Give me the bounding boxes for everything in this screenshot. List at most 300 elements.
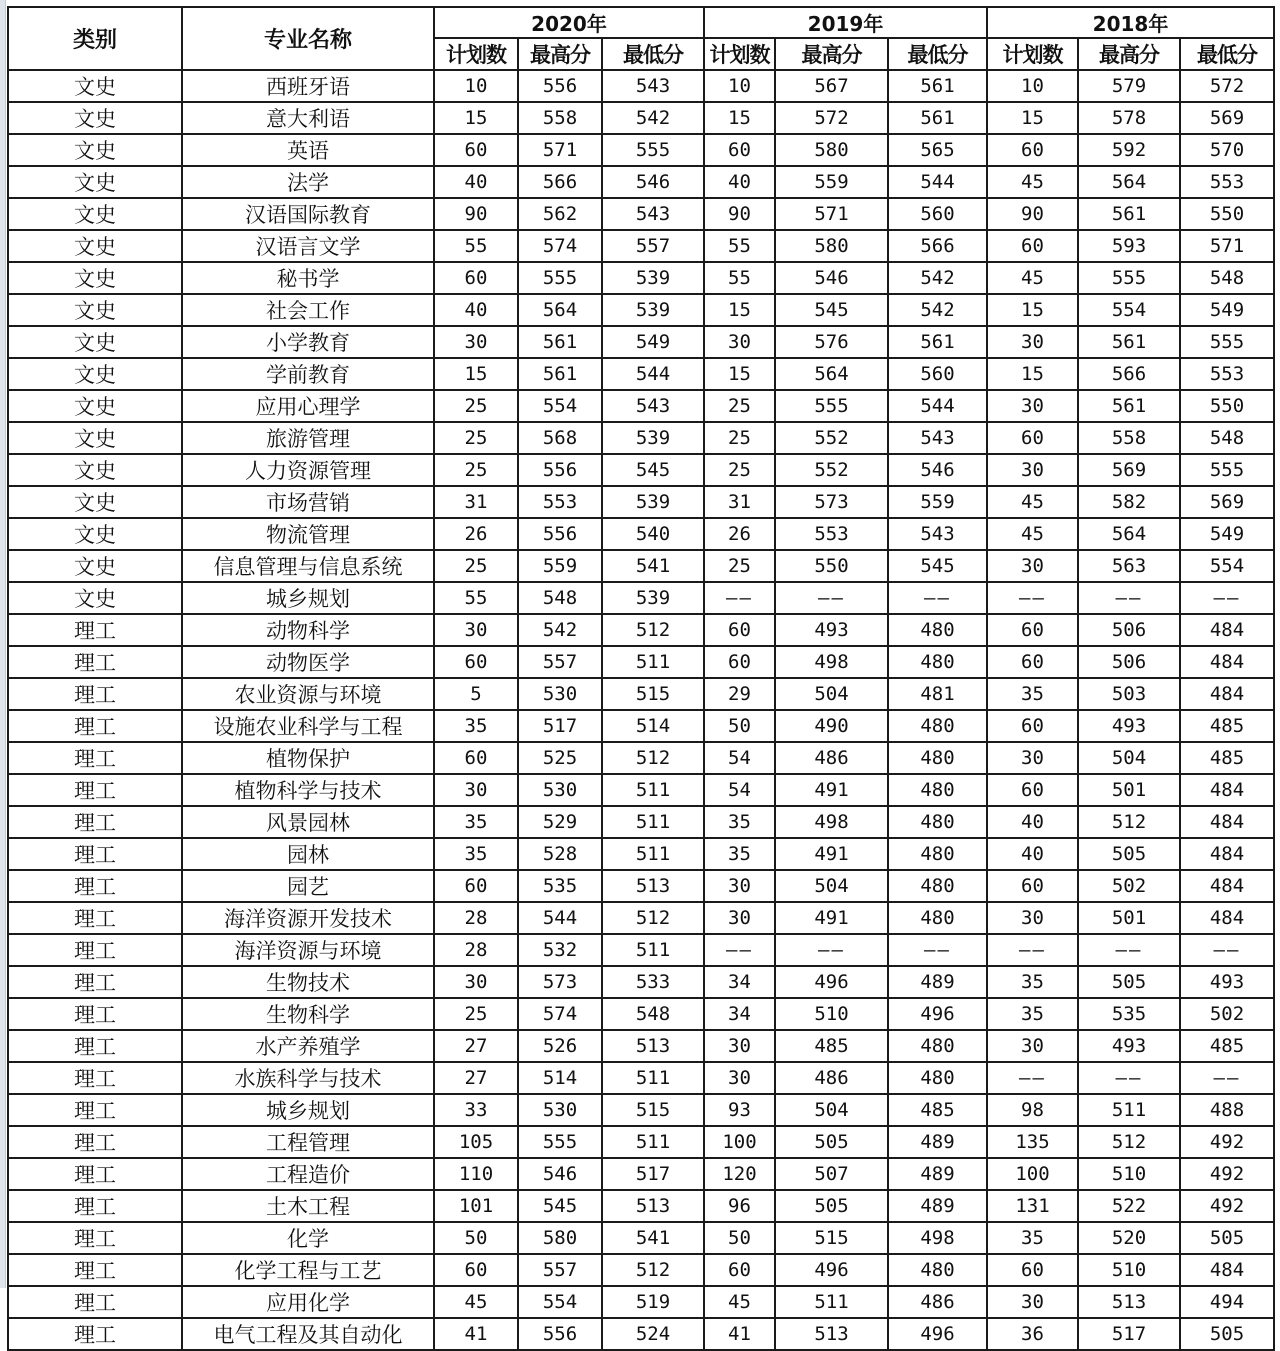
cell-2019-min-score: 544 [888,166,987,198]
cell-major: 小学教育 [182,326,434,358]
header-max-score: 最高分 [1078,38,1180,70]
cell-2020-max-score: 525 [518,742,602,774]
cell-2019-max-score: 486 [775,742,888,774]
cell-2020-plan-count: 27 [434,1030,518,1062]
cell-2018-min-score: 572 [1180,70,1274,102]
cell-2020-max-score: 557 [518,646,602,678]
cell-2019-min-score: 566 [888,230,987,262]
table-row [8,102,1274,134]
cell-2018-max-score: 501 [1078,774,1180,806]
cell-category: 理工 [8,1158,182,1190]
table-row [8,1190,1274,1222]
cell-2018-plan-count: 60 [987,614,1078,646]
cell-2019-max-score: 511 [775,1286,888,1318]
cell-2019-min-score: 543 [888,518,987,550]
cell-2019-min-score: 485 [888,1094,987,1126]
cell-2018-max-score: 554 [1078,294,1180,326]
cell-2020-max-score: 566 [518,166,602,198]
cell-2019-plan-count: 34 [704,966,775,998]
table-row [8,166,1274,198]
cell-2019-plan-count: 60 [704,134,775,166]
cell-category: 理工 [8,1318,182,1350]
cell-2018-max-score: 512 [1078,806,1180,838]
cell-2018-min-score: 494 [1180,1286,1274,1318]
cell-2018-max-score: 512 [1078,1126,1180,1158]
cell-2019-plan-count: 60 [704,646,775,678]
cell-2019-min-score: 544 [888,390,987,422]
header-category: 类别 [8,7,182,70]
cell-2018-plan-count: 131 [987,1190,1078,1222]
cell-2018-plan-count: —— [987,934,1078,966]
cell-category: 理工 [8,806,182,838]
cell-major: 汉语言文学 [182,230,434,262]
cell-major: 生物科学 [182,998,434,1030]
cell-2018-plan-count: 30 [987,326,1078,358]
cell-2018-max-score: 563 [1078,550,1180,582]
cell-2018-plan-count: 35 [987,1222,1078,1254]
cell-2018-min-score: 553 [1180,358,1274,390]
table-row [8,838,1274,870]
cell-2019-plan-count: 41 [704,1318,775,1350]
cell-2019-min-score: 545 [888,550,987,582]
cell-2019-min-score: 480 [888,646,987,678]
cell-2018-max-score: 578 [1078,102,1180,134]
cell-2018-plan-count: 60 [987,646,1078,678]
cell-category: 理工 [8,934,182,966]
cell-major: 应用化学 [182,1286,434,1318]
cell-2018-max-score: 493 [1078,710,1180,742]
cell-2018-plan-count: 135 [987,1126,1078,1158]
table-row [8,1126,1274,1158]
cell-2020-max-score: 548 [518,582,602,614]
table-row [8,614,1274,646]
cell-2020-min-score: 519 [602,1286,704,1318]
table-row [8,806,1274,838]
cell-2019-plan-count: 45 [704,1286,775,1318]
cell-2020-max-score: 526 [518,1030,602,1062]
cell-2020-max-score: 561 [518,326,602,358]
cell-2019-plan-count: 30 [704,326,775,358]
cell-2020-plan-count: 30 [434,326,518,358]
cell-2019-max-score: 550 [775,550,888,582]
cell-2020-min-score: 549 [602,326,704,358]
cell-2020-plan-count: 40 [434,294,518,326]
cell-2018-min-score: 485 [1180,710,1274,742]
cell-2018-max-score: 503 [1078,678,1180,710]
cell-2020-min-score: 555 [602,134,704,166]
cell-2018-plan-count: 15 [987,358,1078,390]
cell-2018-min-score: 492 [1180,1158,1274,1190]
table-row [8,454,1274,486]
cell-2019-min-score: 480 [888,774,987,806]
cell-2020-min-score: 544 [602,358,704,390]
cell-2019-max-score: 504 [775,678,888,710]
cell-2019-plan-count: 30 [704,1030,775,1062]
cell-2019-max-score: 491 [775,838,888,870]
cell-2020-plan-count: 90 [434,198,518,230]
cell-major: 水产养殖学 [182,1030,434,1062]
cell-category: 理工 [8,774,182,806]
cell-2018-max-score: —— [1078,934,1180,966]
cell-2020-min-score: 513 [602,1190,704,1222]
cell-2019-max-score: 571 [775,198,888,230]
cell-2019-min-score: 542 [888,262,987,294]
cell-category: 文史 [8,550,182,582]
cell-2020-plan-count: 15 [434,102,518,134]
cell-2020-min-score: 539 [602,294,704,326]
cell-2020-max-score: 554 [518,390,602,422]
cell-2019-plan-count: 35 [704,806,775,838]
cell-category: 理工 [8,998,182,1030]
cell-2018-plan-count: 60 [987,710,1078,742]
cell-2018-plan-count: 60 [987,134,1078,166]
cell-2020-plan-count: 55 [434,230,518,262]
cell-category: 理工 [8,1254,182,1286]
cell-2018-min-score: —— [1180,582,1274,614]
cell-major: 动物科学 [182,614,434,646]
table-row [8,1094,1274,1126]
cell-2019-max-score: 505 [775,1190,888,1222]
cell-2019-plan-count: 15 [704,102,775,134]
cell-major: 旅游管理 [182,422,434,454]
cell-2019-plan-count: 26 [704,518,775,550]
cell-2020-plan-count: 30 [434,614,518,646]
cell-category: 文史 [8,582,182,614]
cell-2020-max-score: 580 [518,1222,602,1254]
cell-2019-max-score: —— [775,582,888,614]
cell-2018-max-score: 561 [1078,198,1180,230]
cell-2019-plan-count: 50 [704,710,775,742]
cell-2018-min-score: 550 [1180,390,1274,422]
table-row [8,1062,1274,1094]
cell-2020-plan-count: 30 [434,774,518,806]
cell-2020-plan-count: 35 [434,838,518,870]
table-row [8,902,1274,934]
cell-2020-max-score: 555 [518,1126,602,1158]
cell-2020-plan-count: 60 [434,742,518,774]
cell-category: 理工 [8,966,182,998]
cell-2019-plan-count: 55 [704,262,775,294]
cell-2019-min-score: 486 [888,1286,987,1318]
cell-2020-min-score: 512 [602,1254,704,1286]
cell-2019-max-score: 545 [775,294,888,326]
cell-category: 理工 [8,742,182,774]
cell-2019-plan-count: 60 [704,1254,775,1286]
table-row [8,486,1274,518]
cell-2019-plan-count: 54 [704,774,775,806]
cell-2019-max-score: 572 [775,102,888,134]
cell-2020-plan-count: 28 [434,934,518,966]
cell-2019-min-score: 496 [888,998,987,1030]
cell-category: 理工 [8,678,182,710]
cell-2019-max-score: —— [775,934,888,966]
cell-2020-max-score: 559 [518,550,602,582]
cell-major: 海洋资源与环境 [182,934,434,966]
cell-2019-min-score: 480 [888,742,987,774]
cell-2020-min-score: 542 [602,102,704,134]
cell-2018-plan-count: 45 [987,262,1078,294]
cell-2018-plan-count: 30 [987,550,1078,582]
cell-major: 化学工程与工艺 [182,1254,434,1286]
header-year-2018: 2018年 [987,7,1274,38]
cell-2020-plan-count: 28 [434,902,518,934]
cell-category: 文史 [8,454,182,486]
table-row [8,1318,1274,1350]
cell-2019-min-score: 561 [888,102,987,134]
table-row [8,294,1274,326]
cell-2018-max-score: 502 [1078,870,1180,902]
cell-2020-min-score: 539 [602,262,704,294]
cell-major: 生物技术 [182,966,434,998]
table-row [8,262,1274,294]
cell-2019-plan-count: 25 [704,550,775,582]
cell-2018-min-score: 550 [1180,198,1274,230]
cell-2020-min-score: 512 [602,902,704,934]
cell-category: 文史 [8,262,182,294]
cell-2018-plan-count: 36 [987,1318,1078,1350]
cell-2020-min-score: 511 [602,838,704,870]
cell-2019-max-score: 546 [775,262,888,294]
cell-2019-min-score: 480 [888,614,987,646]
cell-2020-plan-count: 50 [434,1222,518,1254]
header-major: 专业名称 [182,7,434,70]
cell-2019-max-score: 515 [775,1222,888,1254]
cell-2018-plan-count: 98 [987,1094,1078,1126]
cell-2020-min-score: 543 [602,198,704,230]
header-plan-count: 计划数 [987,38,1078,70]
cell-2018-min-score: 549 [1180,294,1274,326]
cell-major: 园林 [182,838,434,870]
cell-2018-max-score: 522 [1078,1190,1180,1222]
cell-2018-max-score: 517 [1078,1318,1180,1350]
cell-2018-max-score: 561 [1078,326,1180,358]
table-header [8,7,1274,70]
table-row [8,326,1274,358]
header-year-2020: 2020年 [434,7,704,38]
cell-2019-max-score: 496 [775,966,888,998]
cell-2020-min-score: 557 [602,230,704,262]
cell-2020-max-score: 542 [518,614,602,646]
table-row [8,646,1274,678]
cell-2020-min-score: 539 [602,422,704,454]
table-row [8,582,1274,614]
cell-2019-plan-count: 29 [704,678,775,710]
cell-2020-min-score: 541 [602,1222,704,1254]
cell-2019-plan-count: 93 [704,1094,775,1126]
cell-2019-min-score: 561 [888,326,987,358]
cell-2019-max-score: 559 [775,166,888,198]
table-row [8,230,1274,262]
cell-2020-min-score: 514 [602,710,704,742]
cell-2020-plan-count: 25 [434,390,518,422]
cell-2019-min-score: 480 [888,870,987,902]
cell-2019-plan-count: 54 [704,742,775,774]
cell-2020-max-score: 530 [518,774,602,806]
cell-2020-min-score: 511 [602,774,704,806]
table-row [8,774,1274,806]
cell-2019-plan-count: 34 [704,998,775,1030]
cell-category: 理工 [8,870,182,902]
cell-2018-plan-count: 10 [987,70,1078,102]
cell-2018-min-score: 571 [1180,230,1274,262]
cell-2020-max-score: 556 [518,518,602,550]
table-row [8,198,1274,230]
header-year-2019: 2019年 [704,7,987,38]
cell-category: 理工 [8,646,182,678]
table-row [8,870,1274,902]
cell-category: 理工 [8,1094,182,1126]
cell-2020-max-score: 517 [518,710,602,742]
cell-category: 文史 [8,166,182,198]
cell-2018-min-score: 570 [1180,134,1274,166]
cell-category: 文史 [8,70,182,102]
cell-major: 城乡规划 [182,582,434,614]
cell-2019-max-score: 504 [775,1094,888,1126]
header-plan-count: 计划数 [434,38,518,70]
cell-2018-max-score: 561 [1078,390,1180,422]
cell-2018-min-score: —— [1180,1062,1274,1094]
cell-category: 文史 [8,102,182,134]
cell-2020-max-score: 564 [518,294,602,326]
cell-category: 理工 [8,614,182,646]
cell-2019-min-score: 489 [888,966,987,998]
cell-2019-plan-count: 90 [704,198,775,230]
cell-2019-min-score: 498 [888,1222,987,1254]
cell-2018-min-score: 505 [1180,1318,1274,1350]
table-row [8,518,1274,550]
cell-2020-min-score: 517 [602,1158,704,1190]
cell-category: 理工 [8,1222,182,1254]
cell-major: 社会工作 [182,294,434,326]
cell-2020-plan-count: 25 [434,550,518,582]
cell-2018-plan-count: 30 [987,1030,1078,1062]
cell-2018-min-score: 569 [1180,486,1274,518]
cell-category: 文史 [8,358,182,390]
cell-2018-min-score: 488 [1180,1094,1274,1126]
cell-2020-max-score: 573 [518,966,602,998]
cell-2019-plan-count: 31 [704,486,775,518]
cell-2018-plan-count: 30 [987,454,1078,486]
cell-2018-max-score: 579 [1078,70,1180,102]
cell-2019-plan-count: 55 [704,230,775,262]
cell-2018-plan-count: 60 [987,422,1078,454]
cell-2020-plan-count: 25 [434,422,518,454]
cell-category: 理工 [8,1126,182,1158]
cell-2019-plan-count: 15 [704,358,775,390]
cell-2019-max-score: 510 [775,998,888,1030]
cell-2020-max-score: 555 [518,262,602,294]
cell-2020-plan-count: 26 [434,518,518,550]
cell-2020-min-score: 541 [602,550,704,582]
cell-2020-plan-count: 55 [434,582,518,614]
table-row [8,390,1274,422]
cell-2019-max-score: 491 [775,902,888,934]
cell-major: 意大利语 [182,102,434,134]
cell-major: 设施农业科学与工程 [182,710,434,742]
cell-major: 海洋资源开发技术 [182,902,434,934]
cell-2019-plan-count: 25 [704,422,775,454]
cell-2020-max-score: 544 [518,902,602,934]
cell-category: 文史 [8,230,182,262]
cell-2020-min-score: 511 [602,1126,704,1158]
cell-category: 理工 [8,1062,182,1094]
cell-2018-min-score: 492 [1180,1190,1274,1222]
cell-2019-plan-count: 30 [704,870,775,902]
admission-scores-table [7,6,1275,1351]
cell-category: 文史 [8,422,182,454]
cell-2019-min-score: 543 [888,422,987,454]
cell-2020-min-score: 512 [602,742,704,774]
cell-2019-plan-count: 100 [704,1126,775,1158]
cell-2020-plan-count: 5 [434,678,518,710]
header-row-years [8,7,1274,38]
cell-2018-max-score: 510 [1078,1254,1180,1286]
header-max-score: 最高分 [775,38,888,70]
cell-2020-max-score: 562 [518,198,602,230]
cell-2018-plan-count: 100 [987,1158,1078,1190]
cell-2020-max-score: 528 [518,838,602,870]
cell-2018-min-score: 484 [1180,1254,1274,1286]
cell-2019-max-score: 485 [775,1030,888,1062]
cell-2020-min-score: 539 [602,486,704,518]
cell-2020-plan-count: 31 [434,486,518,518]
cell-2019-max-score: 580 [775,230,888,262]
cell-2018-plan-count: 35 [987,966,1078,998]
cell-2018-min-score: —— [1180,934,1274,966]
cell-2018-plan-count: 45 [987,166,1078,198]
cell-major: 人力资源管理 [182,454,434,486]
cell-category: 理工 [8,902,182,934]
table-row [8,678,1274,710]
cell-category: 理工 [8,710,182,742]
cell-2020-plan-count: 60 [434,870,518,902]
header-max-score: 最高分 [518,38,602,70]
cell-major: 化学 [182,1222,434,1254]
cell-2018-plan-count: 40 [987,838,1078,870]
cell-2018-min-score: 548 [1180,422,1274,454]
cell-2020-min-score: 511 [602,1062,704,1094]
cell-2018-min-score: 553 [1180,166,1274,198]
cell-2019-plan-count: —— [704,582,775,614]
table-row [8,422,1274,454]
cell-2019-plan-count: 15 [704,294,775,326]
cell-2019-plan-count: 25 [704,454,775,486]
cell-2019-min-score: 480 [888,806,987,838]
cell-category: 文史 [8,390,182,422]
cell-2019-max-score: 498 [775,806,888,838]
cell-2018-min-score: 555 [1180,454,1274,486]
cell-2018-plan-count: 60 [987,774,1078,806]
cell-category: 文史 [8,294,182,326]
cell-2019-min-score: 489 [888,1158,987,1190]
cell-2018-max-score: 558 [1078,422,1180,454]
cell-2019-max-score: 555 [775,390,888,422]
cell-2020-plan-count: 15 [434,358,518,390]
cell-2018-plan-count: 45 [987,486,1078,518]
cell-2019-plan-count: 120 [704,1158,775,1190]
cell-major: 园艺 [182,870,434,902]
cell-2020-min-score: 533 [602,966,704,998]
cell-2018-min-score: 493 [1180,966,1274,998]
cell-2018-max-score: 501 [1078,902,1180,934]
table-row [8,550,1274,582]
cell-2019-min-score: 546 [888,454,987,486]
cell-2020-min-score: 524 [602,1318,704,1350]
cell-2018-plan-count: —— [987,1062,1078,1094]
cell-2020-max-score: 561 [518,358,602,390]
cell-2020-min-score: 543 [602,70,704,102]
cell-2020-plan-count: 45 [434,1286,518,1318]
